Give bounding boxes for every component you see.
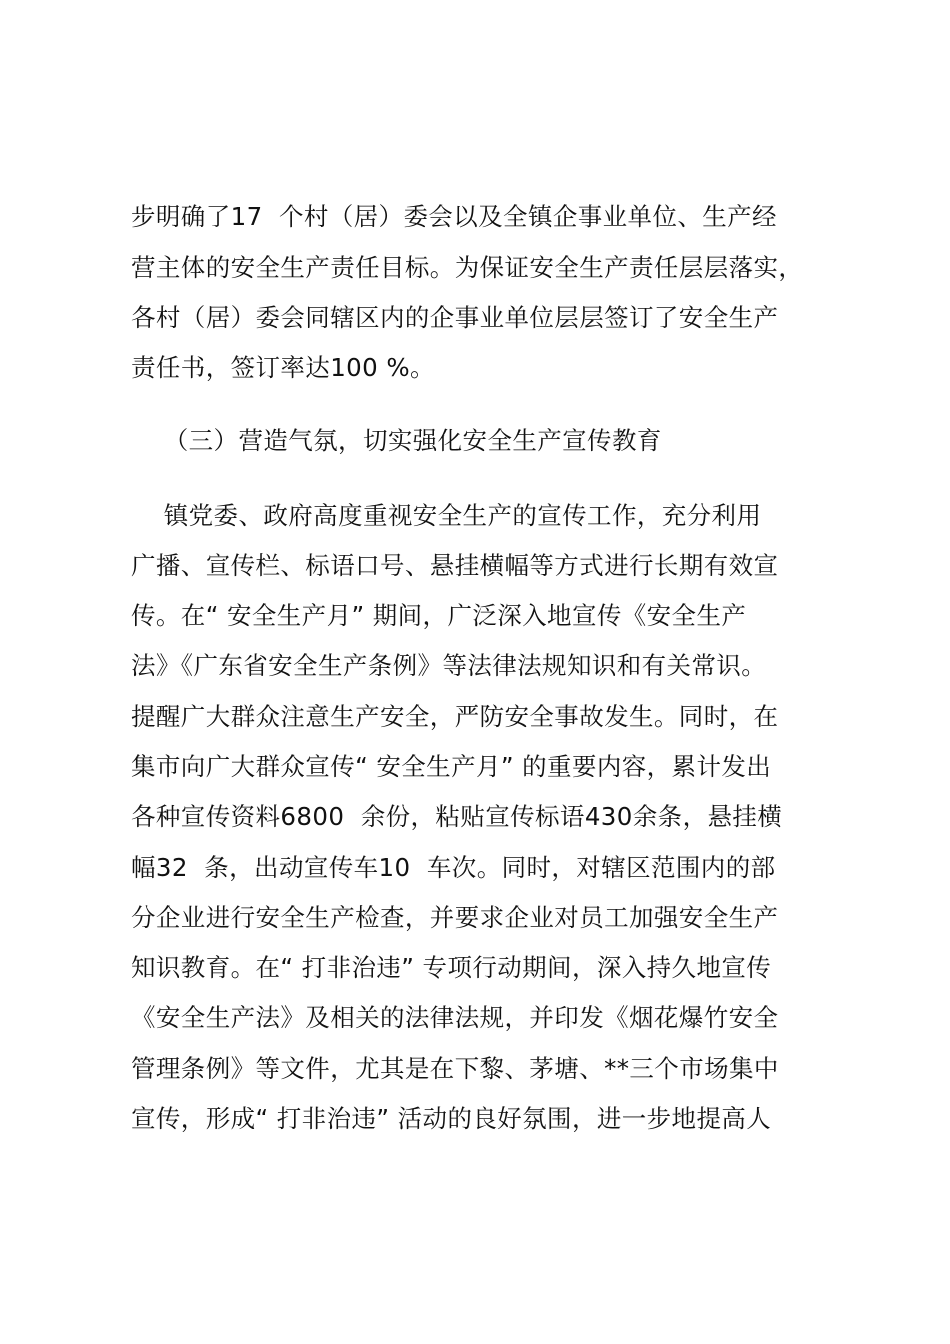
body-text-line: 法》《广东省安全生产条例》等法律法规知识和有关常识。 <box>131 651 767 680</box>
body-text-line: 《安全生产法》及相关的法律法规，并印发《烟花爆竹安全 <box>131 1003 779 1032</box>
body-text-line: 步明确了17 个村（居）委会以及全镇企事业单位、生产经 <box>131 202 777 231</box>
body-text-line: 知识教育。在“ 打非治违” 专项行动期间，深入持久地宣传 <box>131 953 772 982</box>
body-text-line: 幅32 条，出动宣传车10 车次。同时，对辖区范围内的部 <box>131 853 776 882</box>
body-text-line: 各种宣传资料6800 余份，粘贴宣传标语430余条，悬挂横 <box>131 802 783 831</box>
body-text-line: 宣传，形成“ 打非治违” 活动的良好氛围，进一步地提高人 <box>131 1104 772 1133</box>
body-text-line: 分企业进行安全生产检查，并要求企业对员工加强安全生产 <box>131 903 779 932</box>
section-heading: （三）营造气氛，切实强化安全生产宣传教育 <box>131 426 662 455</box>
body-text-line: 镇党委、政府高度重视安全生产的宣传工作，充分利用 <box>131 501 762 530</box>
body-text-line: 责任书，签订率达100 %。 <box>131 353 435 382</box>
body-text-line: 传。在“ 安全生产月” 期间，广泛深入地宣传《安全生产 <box>131 601 747 630</box>
body-text-line: 广播、宣传栏、标语口号、悬挂横幅等方式进行长期有效宣 <box>131 551 779 580</box>
body-text-line: 提醒广大群众注意生产安全，严防安全事故发生。同时，在 <box>131 702 779 731</box>
body-text-line: 管理条例》等文件，尤其是在下黎、茅塘、**三个市场集中 <box>131 1054 779 1083</box>
body-text-line: 营主体的安全生产责任目标。为保证安全生产责任层层落实， <box>131 253 804 282</box>
body-text-line: 各村（居）委会同辖区内的企事业单位层层签订了安全生产 <box>131 303 779 332</box>
body-text-line: 集市向广大群众宣传“ 安全生产月” 的重要内容，累计发出 <box>131 752 772 781</box>
